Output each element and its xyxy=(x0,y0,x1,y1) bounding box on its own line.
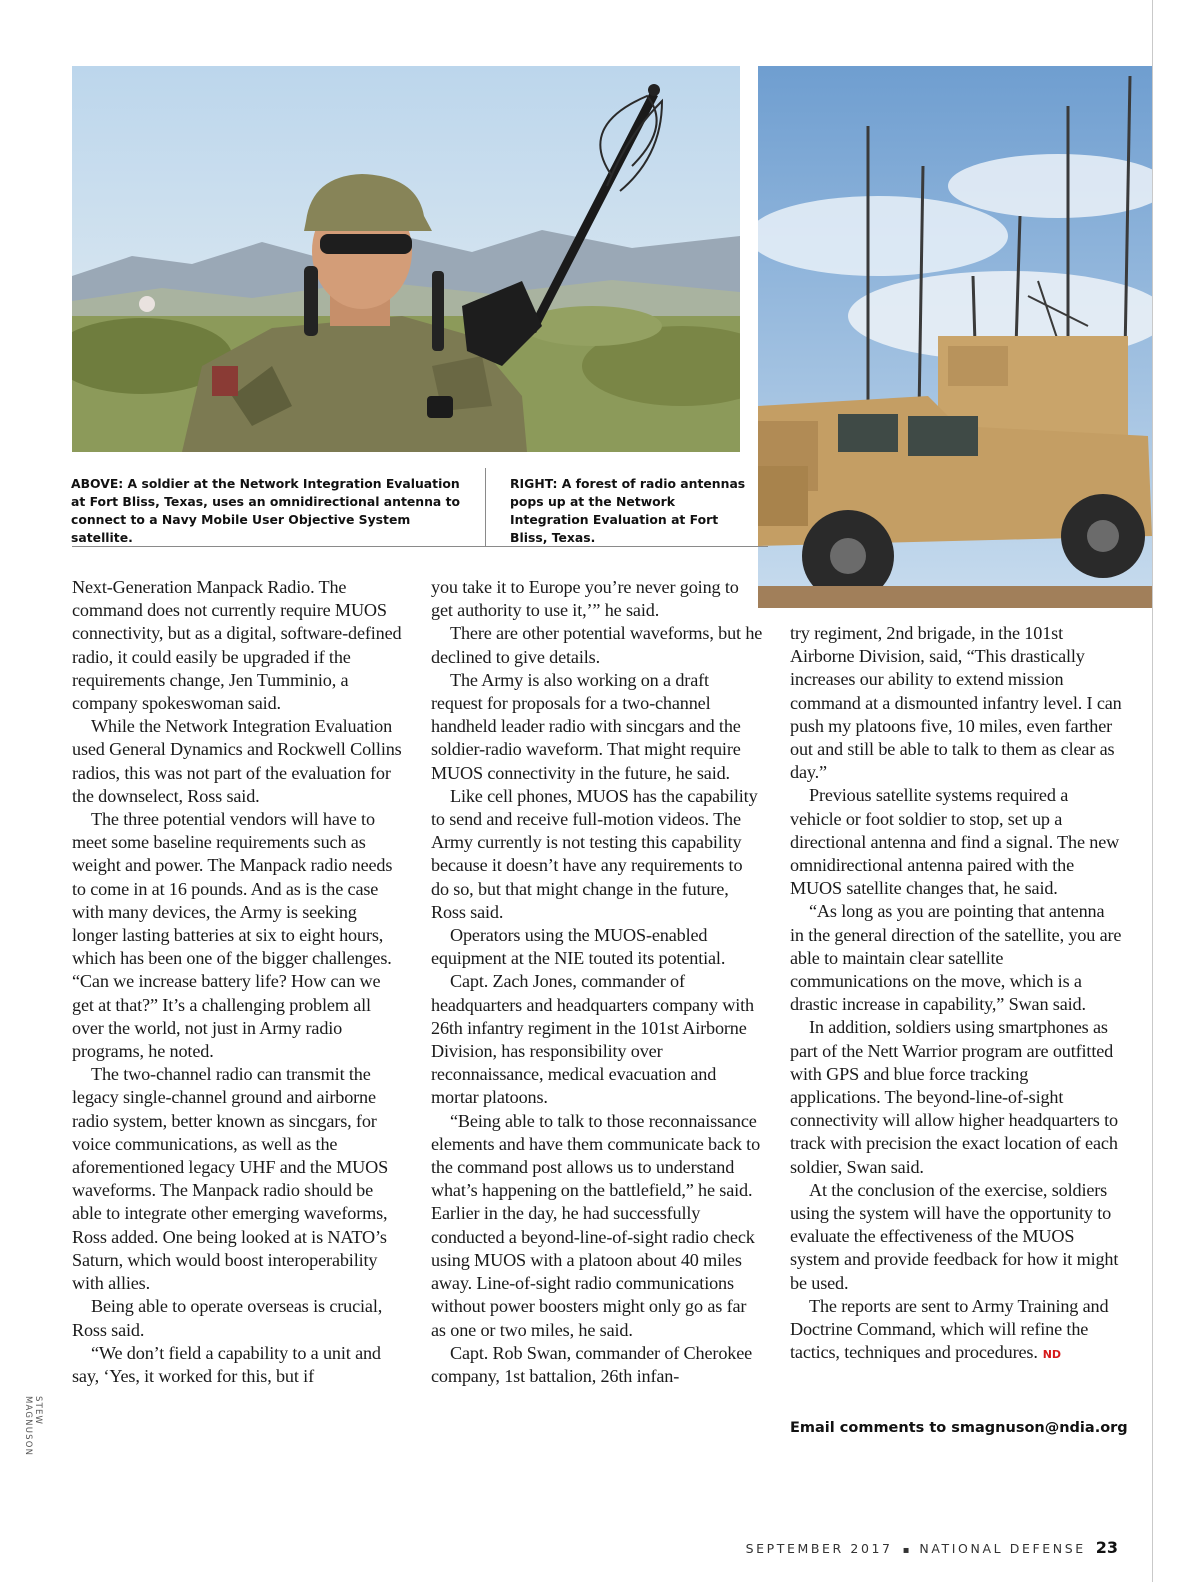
paragraph: The two-channel radio can transmit the legacy single-channel ground and airborne radio system, better known as sincgars, for voice communications, as well as the aforementioned legacy UHF and the MUOS waveforms. The Manpack radio should be able to integrate other emerging waveforms, Ross added. One being looked at is NATO’s Saturn, which would boost interoperability with allies. xyxy=(72,1064,389,1294)
photo-antenna-vehicles xyxy=(758,66,1152,608)
paragraph: The three potential vendors will have to meet some baseline requirements such as weight and power. The Manpack radio needs to come in at 16 pounds. And as is the case with many devices, the Army is seeking longer lasting batteries at six to eight hours, which has been one of the bigger challenges. “Can we increase battery life? How can we get at that?” It’s a challenging problem all over the world, not just in Army radio programs, he noted. xyxy=(72,809,393,1062)
paragraph: “As long as you are pointing that antenna in the general direction of the satellite, you are able to maintain clear satellite communications on the move, which is a drastic increase in capability,” Swan said. xyxy=(790,901,1122,1015)
column-2 xyxy=(431,576,763,1388)
paragraph: Previous satellite systems required a vehicle or foot soldier to stop, set up a directional antenna and find a signal. The new omnidirectional antenna paired with the MUOS satellite changes that, he said. xyxy=(790,785,1120,899)
caption-divider xyxy=(485,468,486,546)
page-edge xyxy=(1152,0,1153,1582)
paragraph: At the conclusion of the exercise, soldiers using the system will have the opportunity to evaluate the effectiveness of the MUOS system and provide feedback for how it might be used. xyxy=(790,1179,1119,1293)
paragraph: Like cell phones, MUOS has the capability to send and receive full-motion videos. The Army currently is not testing this capability because it doesn’t have any requirements to do so, but that might change in the future, Ross said. xyxy=(431,785,758,922)
paragraph: Capt. Zach Jones, commander of headquarters and headquarters company with 26th infantry regiment in the 101st Airborne Division, has responsibility over reconnaissance, medical evacuation and mortar platoons. xyxy=(431,971,754,1108)
footer-date: SEPTEMBER 2017 xyxy=(745,1541,893,1556)
paragraph: Capt. Rob Swan, commander of Cherokee company, 1st battalion, 26th infan- xyxy=(431,1342,753,1386)
caption-above: ABOVE: A soldier at the Network Integration Evaluation at Fort Bliss, Texas, uses an omnidirectional antenna to connect to a Navy Mobile User Objective System satellite. xyxy=(71,476,461,545)
paragraph: you take it to Europe you’re never going to get authority to use it,’” he said. xyxy=(431,577,739,621)
column-1 xyxy=(72,576,404,1388)
paragraph: try regiment, 2nd brigade, in the 101st Airborne Division, said, “This drastically increases our ability to extend mission command at a dismounted infantry level. I can push my platoons five, 10 miles, even farther out and still be able to talk to them as clear as day.” xyxy=(790,623,1122,783)
page-number: 23 xyxy=(1095,1538,1118,1557)
page-footer xyxy=(746,1538,1118,1557)
paragraph: “We don’t field a capability to a unit and say, ‘Yes, it worked for this, but if xyxy=(72,1342,381,1386)
paragraph: “Being able to talk to those reconnaissance elements and have them communicate back to the command post allows us to understand what’s happening on the battlefield,” he said. Earlier in the day, he had successfully conducted a beyond-line-of-sight radio check using MUOS with a platoon about 40 miles away. Line-of-sight radio communications without power boosters might only go as far as one or two miles, he said. xyxy=(431,1110,761,1340)
caption-rule xyxy=(72,546,768,547)
end-mark: ND xyxy=(1042,1348,1061,1362)
caption-right: RIGHT: A forest of radio antennas pops up at the Network Integration Evaluation at Fort Bliss, Texas. xyxy=(510,476,746,545)
footer-publication: NATIONAL DEFENSE xyxy=(919,1541,1086,1556)
paragraph: In addition, soldiers using smartphones as part of the Nett Warrior program are outfitted with GPS and blue force tracking applications. The beyond-line-of-sight connectivity will allow higher headquarters to track with precision the exact location of each soldier, Swan said. xyxy=(790,1017,1118,1177)
paragraph-final xyxy=(790,1295,1122,1367)
paragraph: The Army is also working on a draft request for proposals for a two-channel handheld leader radio with sincgars and the soldier-radio waveform. That might require MUOS connectivity in the future, he said. xyxy=(431,669,741,783)
paragraph: Operators using the MUOS-enabled equipment at the NIE touted its potential. xyxy=(431,925,726,969)
column-3 xyxy=(790,622,1122,1367)
paragraph: There are other potential waveforms, but he declined to give details. xyxy=(431,623,763,667)
paragraph: Next-Generation Manpack Radio. The command does not currently require MUOS connectivity, but as a digital, software-defined radio, it could easily be upgraded if the requirements change, Jen Tumminio, a company spokeswoman said. xyxy=(72,577,402,714)
paragraph: Being able to operate overseas is crucial, Ross said. xyxy=(72,1296,383,1340)
email-note: Email comments to smagnuson@ndia.org xyxy=(790,1420,1128,1436)
paragraph: While the Network Integration Evaluation used General Dynamics and Rockwell Collins radios, this was not part of the evaluation for the downselect, Ross said. xyxy=(72,716,402,806)
paragraph-final-text: The reports are sent to Army Training and Doctrine Command, which will refine the tactics, techniques and procedures. xyxy=(790,1295,1109,1363)
footer-separator: ▪ xyxy=(902,1545,910,1556)
photo-credit: STEW MAGNUSON xyxy=(23,1396,43,1457)
photo-soldier-antenna xyxy=(72,66,740,452)
